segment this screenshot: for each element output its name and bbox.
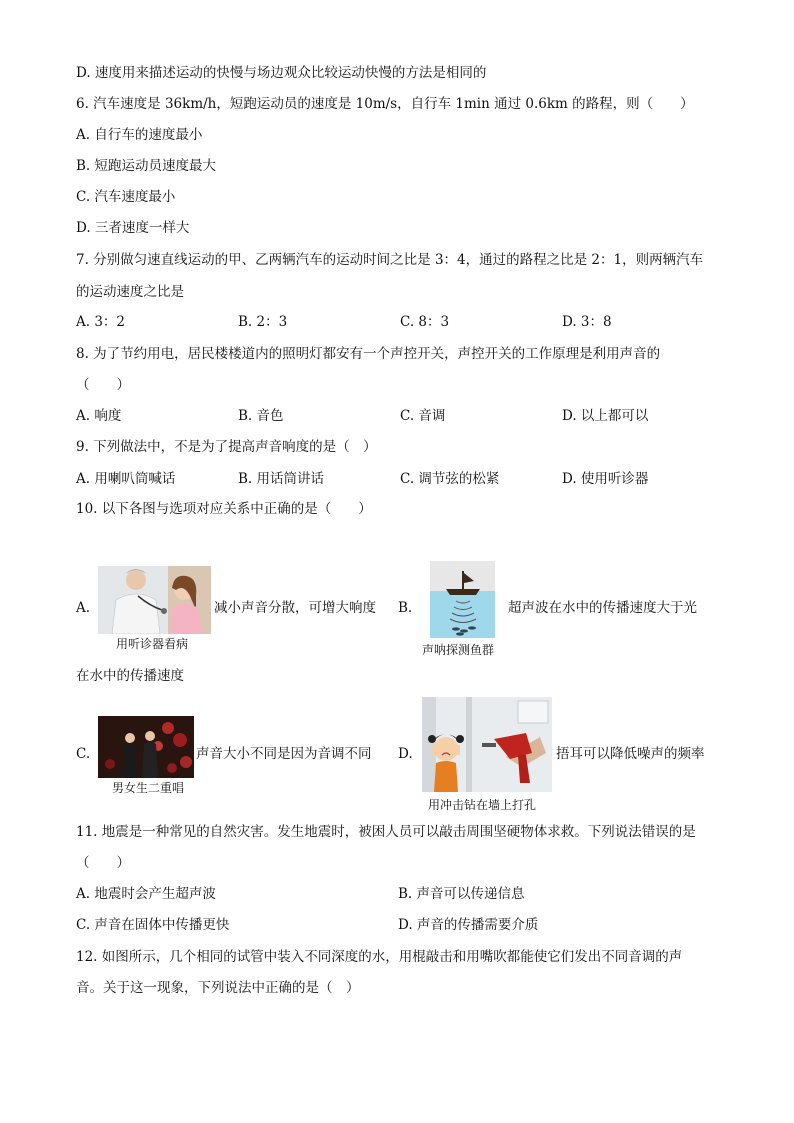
sonar-diagram <box>430 561 495 638</box>
q6-option-c: C. 汽车速度最小 <box>76 189 176 205</box>
q10-option-a-text: 减小声音分散，可增大响度 <box>214 600 376 616</box>
q12-stem-line2: 音。关于这一现象，下列说法中正确的是（ ） <box>76 980 360 996</box>
q10-option-c-caption: 男女生二重唱 <box>112 781 185 795</box>
q10-option-a-caption: 用听诊器看病 <box>116 637 189 651</box>
q10-option-b-text: 超声波在水中的传播速度大于光 <box>508 600 697 616</box>
q7-stem-line1: 7. 分别做匀速直线运动的甲、乙两辆汽车的运动时间之比是 3：4，通过的路程之比是 2：1，则两辆汽车 <box>76 252 704 268</box>
q10-option-d-letter: D. <box>398 746 413 762</box>
q11-stem-line1: 11. 地震是一种常见的自然灾害。发生地震时，被困人员可以敲击周围坚硬物体求救。下列说法错误的是 <box>76 824 696 840</box>
q11-option-d: D. 声音的传播需要介质 <box>398 917 539 933</box>
q7-option-b: B. 2：3 <box>238 314 288 330</box>
q5-option-d: D. 速度用来描述运动的快慢与场边观众比较运动快慢的方法是相同的 <box>76 65 487 81</box>
q8-option-a: A. 响度 <box>76 408 122 424</box>
q10-option-c-letter: C. <box>76 746 91 762</box>
q9-option-b: B. 用话筒讲话 <box>238 471 325 487</box>
q6-option-b: B. 短跑运动员速度最大 <box>76 158 217 174</box>
q9-option-c: C. 调节弦的松紧 <box>400 471 500 487</box>
q11-stem-line2: （ ） <box>76 855 130 871</box>
q8-stem-line1: 8. 为了节约用电，居民楼楼道内的照明灯都安有一个声控开关，声控开关的工作原理是利用声音的 <box>76 346 661 362</box>
duet-singers-photo <box>98 716 194 778</box>
q7-option-a: A. 3：2 <box>76 314 126 330</box>
q9-stem: 9. 下列做法中，不是为了提高声音响度的是（ ） <box>76 439 377 455</box>
q11-option-b: B. 声音可以传递信息 <box>398 886 525 902</box>
q10-stem: 10. 以下各图与选项对应关系中正确的是（ ） <box>76 501 372 517</box>
q7-option-d: D. 3：8 <box>562 314 612 330</box>
q8-stem-line2: （ ） <box>76 377 130 393</box>
drill-wall-photo <box>422 697 552 792</box>
q6-stem: 6. 汽车速度是 36km/h，短跑运动员的速度是 10m/s，自行车 1min 通过 0.6km 的路程，则（ ） <box>76 96 694 112</box>
q6-option-d: D. 三者速度一样大 <box>76 220 190 236</box>
q10-option-c-text: 声音大小不同是因为音调不同 <box>196 746 372 762</box>
stethoscope-photo <box>98 566 211 634</box>
q8-option-c: C. 音调 <box>400 408 446 424</box>
q6-option-a: A. 自行车的速度最小 <box>76 127 203 143</box>
q9-option-d: D. 使用听诊器 <box>562 471 649 487</box>
q10-option-b-letter: B. <box>398 600 413 616</box>
q10-option-b-continued: 在水中的传播速度 <box>76 668 184 684</box>
q7-option-c: C. 8：3 <box>400 314 450 330</box>
q12-stem-line1: 12. 如图所示，几个相同的试管中装入不同深度的水，用棍敲击和用嘴吹都能使它们发出不同音调的声 <box>76 949 683 965</box>
q10-option-d-caption: 用冲击钻在墙上打孔 <box>428 798 537 812</box>
q8-option-b: B. 音色 <box>238 408 284 424</box>
q10-option-a-letter: A. <box>76 600 91 616</box>
q7-stem-line2: 的运动速度之比是 <box>76 284 184 300</box>
q11-option-a: A. 地震时会产生超声波 <box>76 886 216 902</box>
q11-option-c: C. 声音在固体中传播更快 <box>76 917 230 933</box>
q10-option-d-text: 捂耳可以降低噪声的频率 <box>556 746 705 762</box>
q9-option-a: A. 用喇叭筒喊话 <box>76 471 176 487</box>
q10-option-b-caption: 声呐探测鱼群 <box>422 643 495 657</box>
q8-option-d: D. 以上都可以 <box>562 408 649 424</box>
